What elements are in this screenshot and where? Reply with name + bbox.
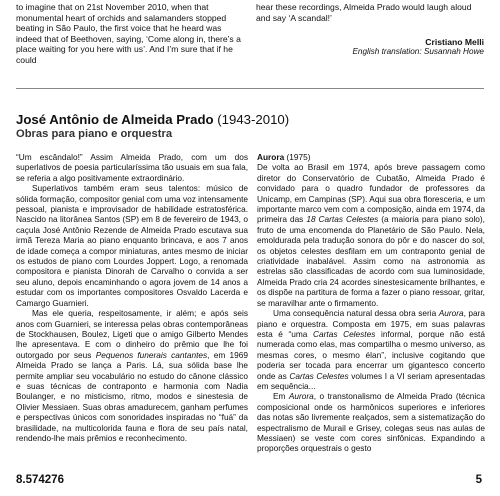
paragraph: “Um escândalo!” Assim Almeida Prado, com um dos superlativos de poesia particularíssima tão usuais em sua fala, se referia a algo positivamente extraordinário. [16,152,248,183]
left-column [16,152,248,443]
paragraph: Uma consequência natural dessa obra seria Aurora, para piano e orquestra. Composta em 1975, em suas palavras esta é “uma Cartas Celestes informal, porque não está numerada como elas, mas compartilha o mesmo universo, as mesmas cores, o mesmo élan”, inclusive cogitando que poderia ser tocada para encerrar um gigantesco concerto onde as Cartas Celestes volumes I a VI seriam apresentadas em sequência... [257,308,485,391]
work-year: (1975) [286,152,311,162]
paragraph: Em Aurora, o transtonalismo de Almeida Prado (técnica composicional onde os harmônicos superiores e inferiores das notas são livremente realçados, sem a sistematização do espectralismo de Murail e Grisey, colegas seus nas aulas de Messiaen) se veste com cores sinfônicas. Expandindo a proporções orquestrais o gesto [257,391,485,454]
english-essay-closing [256,2,484,57]
section-divider [16,88,484,89]
paragraph: Mas ele queria, respeitosamente, ir além; e após seis anos com Guarnieri, se interessa pelas obras contemporâneas de Stockhausen, Boulez, Ligeti que o amigo Gilberto Mendes lhe apresentava. E com o dinheiro do prêmio que lhe foi outorgado por seus Pequenos funerais cantantes, em 1969 Almeida Prado se lança a Paris. Lá, sua sólida base lhe permite ampliar seu vocabulário no estudo do cânone clássico e suas técnicas de contraponto e harmonia com Nadia Boulanger, e no misticismo, ritmo, modos e sinestesia de Olivier Messiaen. Suas obras amadurecem, ganham perfumes e perspectivas únicos com sonoridades inspiradas no “fuá” da brasilidade, na multicolorida fauna e flora de seu país natal, rendendo-lhe mais prêmios e reconhecimento. [16,308,248,443]
composer-name: José Antônio de Almeida Prado [16,112,214,127]
work-title: Aurora [257,152,285,162]
author-signature: Cristiano Melli [425,37,484,48]
catalog-number: 8.574276 [16,474,64,486]
paragraph: De volta ao Brasil em 1974, após breve passagem como diretor do Conservatório de Cubatão, Almeida Prado é convidado para o quadro fundador de professores da Unicamp, em Campinas (SP). Aqui sua obra floresceria, e um importante marco vem com a composição, ainda em 1974, da primeira das 18 Cartas Celestes (a maioria para piano solo), fruto de uma encomenda do Planetário de São Paulo. Nela, emoldurada pela tradução sonora do pôr e do nascer do sol, os objetos celestes desfilam em um contraponto genial de criatividade inabalável. Assim como na astronomia as estrelas são classificadas de acordo com sua luminosidade, Almeida Prado cria 24 acordes sinestesicamente brilhantes, e os dispõe na partitura de forma a fazer o piano ressoar, gritar, se maravilhar ante o firmamento. [257,162,485,308]
work-heading [257,152,485,162]
composer-heading [16,112,289,127]
english-essay-ending [16,2,247,66]
album-subtitle: Obras para piano e orquestra [16,128,173,140]
english-essay-text: to imagine that on 21st November 2010, when that monumental heart of orchids and salamanders stopped beating in São Paulo, the first voice that he heard was indeed that of Beethoven, saying, ‘Come along in, there’s a place waiting for you here with us’. And I’m sure that if he could [16,2,241,65]
paragraph: Superlativos também eram seus talentos: músico de sólida formação, compositor genial com uma voz intensamente pessoal, pianista e improvisador de habilidade estratosférica. Nascido na litorânea Santos (SP) em 8 de fevereiro de 1943, o caçula José Antônio Rezende de Almeida Prado escutava sua irmã Tereza Maria ao piano enquanto brincava, e aos 7 anos de idade começa a compor miniaturas, antes mesmo de iniciar os estudos de piano com Lourdes Joppert. Logo, a renomada compositora e pianista Dinorah de Carvalho o convida a ser seu aluno, depois encaminhando o agora jovem de 14 anos a estudar com os importantes compositores Osvaldo Lacerda e Camargo Guarnieri. [16,183,248,308]
work-title-italic: 18 Cartas Celestes [306,214,379,225]
english-essay-final-line: hear these recordings, Almeida Prado would laugh aloud and say ‘A scandal!’ [256,2,472,23]
translation-credit: English translation: Susannah Howe [352,47,484,57]
composer-dates: (1943-2010) [217,112,290,127]
work-title-italic: Pequenos funerais cantantes [95,349,208,360]
page-number: 5 [475,474,482,486]
right-column [257,152,485,454]
